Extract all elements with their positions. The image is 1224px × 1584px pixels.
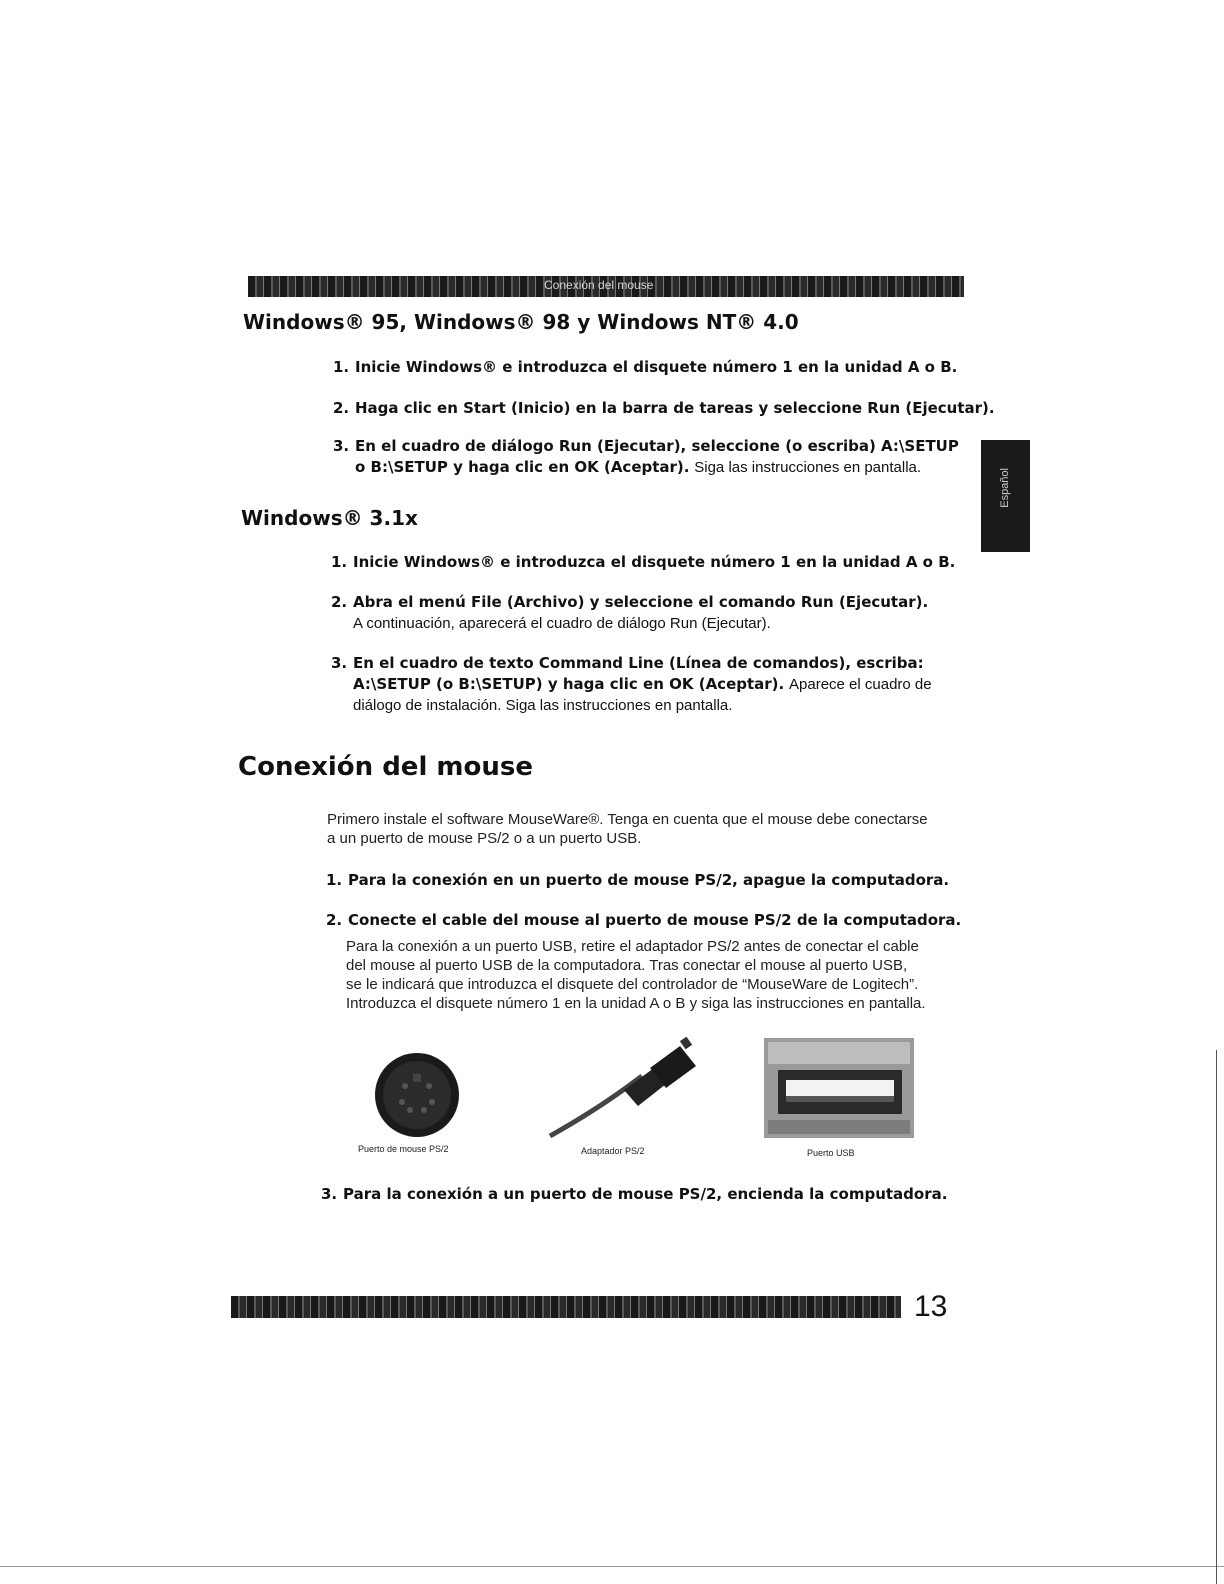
list-item: 1. Inicie Windows® e introduzca el disquete número 1 en la unidad A o B. [333,358,958,376]
ps2-port-icon [372,1050,462,1140]
usb-port-icon [764,1038,914,1138]
section-title-connection: Conexión del mouse [238,752,533,782]
list-item: 2. Abra el menú File (Archivo) y seleccione el comando Run (Ejecutar). A continuación, aparecerá el cuadro de diálogo Run (Ejecutar). [331,593,929,632]
list-item: 1. Inicie Windows® e introduzca el disquete número 1 en la unidad A o B. [331,553,956,571]
side-tab-label: Español [999,468,1011,508]
ps2-adapter-icon [546,1032,706,1140]
usb-port-caption: Puerto USB [807,1148,855,1158]
scan-edge-right [1216,1050,1217,1584]
section-title-win31: Windows® 3.1x [241,506,418,530]
list-item: 1. Para la conexión en un puerto de mouse PS/2, apague la computadora. [326,871,950,889]
list-item: 3. En el cuadro de texto Command Line (Línea de comandos), escriba: A:\SETUP (o B:\SETUP) y haga clic en OK (Aceptar). Aparece el cuadro de diálogo de instalación. Siga las instrucciones en pantalla. [331,654,932,714]
footer-band [231,1296,901,1318]
ps2-adapter-caption: Adaptador PS/2 [581,1146,645,1156]
header-band [248,276,964,297]
language-side-tab [981,440,1030,552]
page-number: 13 [914,1290,948,1323]
usb-note: Para la conexión a un puerto USB, retire el adaptador PS/2 antes de conectar el cable del mouse al puerto USB de la computadora. Tras conectar el mouse al puerto USB, se le indicará que introduzca el disquete del controlador de “MouseWare de Logitech”. Introduzca el disquete número 1 en la unidad A o B y siga las instrucciones en pantalla. [346,938,926,1012]
list-item: 2. Haga clic en Start (Inicio) en la barra de tareas y seleccione Run (Ejecutar). [333,399,995,417]
list-item: 3. En el cuadro de diálogo Run (Ejecutar), seleccione (o escriba) A:\SETUP o B:\SETUP y haga clic en OK (Aceptar). Siga las instrucciones en pantalla. [333,437,959,476]
scan-edge-bottom [0,1566,1224,1567]
section-title-win95: Windows® 95, Windows® 98 y Windows NT® 4.0 [243,310,799,334]
ps2-port-caption: Puerto de mouse PS/2 [358,1144,449,1154]
list-item: 2. Conecte el cable del mouse al puerto de mouse PS/2 de la computadora. [326,911,962,929]
intro-paragraph: Primero instale el software MouseWare®. Tenga en cuenta que el mouse debe conectarse a un puerto de mouse PS/2 o a un puerto USB. [327,811,928,847]
header-band-label: Conexión del mouse [544,278,654,292]
list-item: 3. Para la conexión a un puerto de mouse PS/2, encienda la computadora. [321,1185,948,1203]
